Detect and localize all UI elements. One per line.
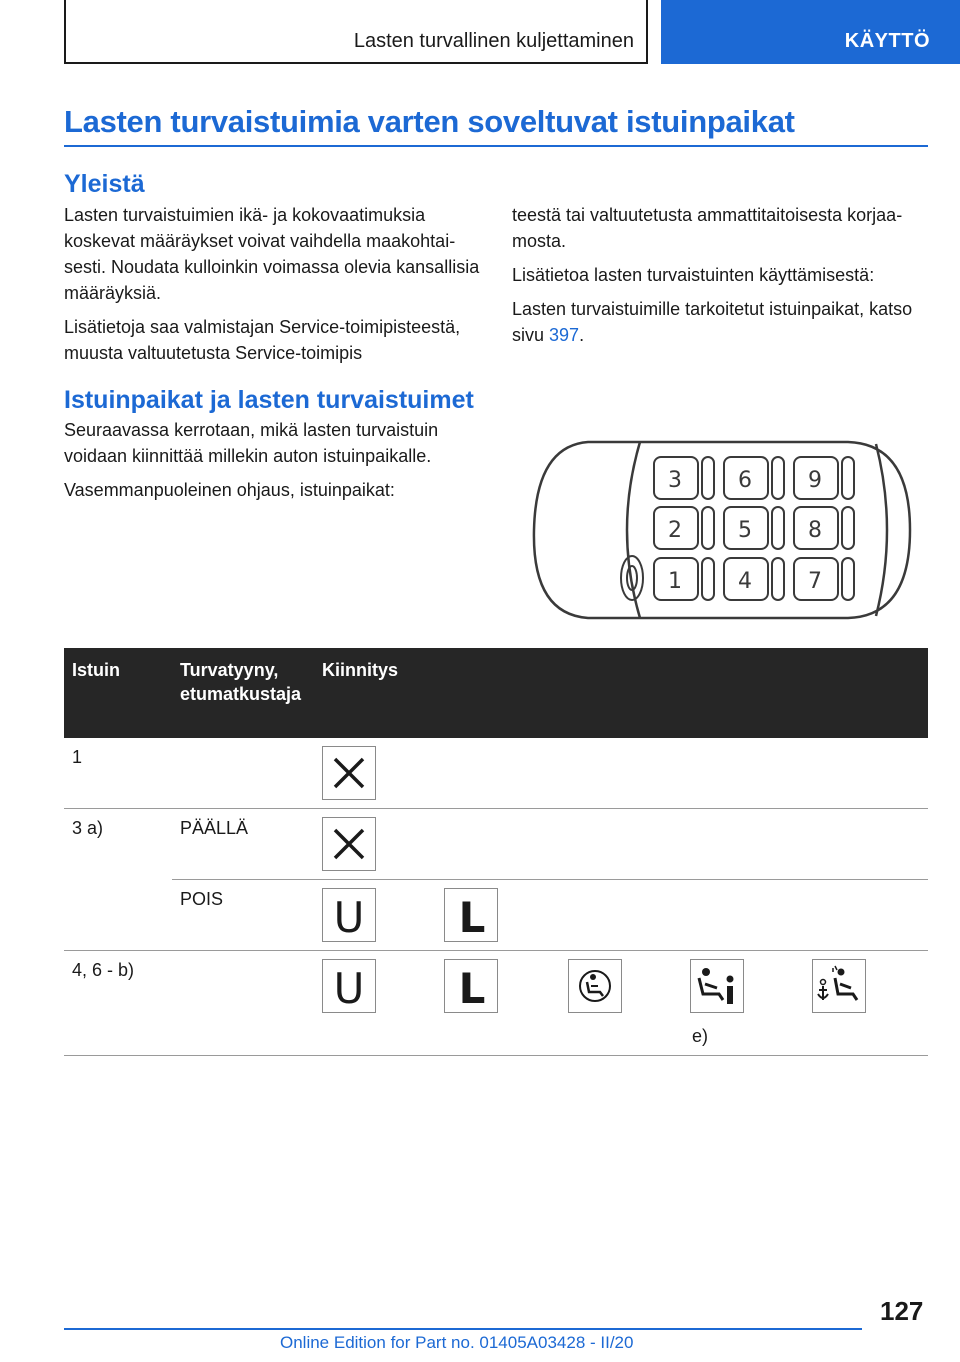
general-left-column (64, 202, 484, 374)
seats-paragraph-1: Seuraavassa kerrotaan, mikä lasten turvaistuin voidaan kiinnittää millekin auton istuinpaikalle. (64, 420, 439, 466)
table-row (64, 809, 928, 880)
seat-number: 7 (808, 569, 822, 594)
svg-text:L: L (458, 964, 486, 1012)
seat-number: 8 (808, 518, 822, 543)
footer-rule (64, 1328, 862, 1330)
x-icon (322, 817, 376, 871)
seat-number: 6 (738, 468, 752, 493)
seat-3 (654, 457, 714, 499)
general-paragraph-3: teestä tai valtuutetusta ammattitaitoisesta korjaamosta. (512, 205, 903, 251)
footer-edition: Online Edition for Part no. 01405A03428 - II/20 (280, 1333, 634, 1352)
seat-5 (724, 507, 784, 549)
reference-end: . (579, 325, 585, 345)
svg-text:U: U (333, 893, 365, 941)
section-tab-label: KÄYTTÖ (844, 30, 930, 52)
row-fixing-cell (682, 951, 804, 1056)
seat-number: 4 (738, 569, 752, 594)
seats-heading: Istuinpaikat ja lasten turvaistuimet (64, 386, 474, 414)
seat-number: 1 (668, 569, 682, 594)
isize-icon (568, 959, 622, 1013)
chapter-title: Lasten turvallinen kuljettaminen (353, 30, 634, 52)
u-icon (322, 888, 376, 942)
row-seat: 4, 6 - b) (64, 951, 172, 1056)
header-chapter-box (64, 0, 648, 64)
page-title: Lasten turvaistuimia varten soveltuvat istuinpaikat (64, 104, 795, 139)
l-icon (444, 888, 498, 942)
reference-text: Lasten turvaistuimille tarkoitetut istuinpaikat, katso sivu (512, 299, 913, 345)
row-fixing-cell (314, 809, 436, 880)
page-number: 127 (880, 1296, 924, 1326)
footnote-marker: e) (692, 1026, 709, 1046)
general-right-column (512, 202, 928, 356)
general-heading: Yleistä (64, 170, 145, 198)
seat-grid (654, 457, 854, 600)
row-seat: 1 (64, 738, 172, 809)
row-fixing-cell (436, 880, 560, 951)
seat-layout-diagram (530, 432, 916, 628)
seat-number: 5 (738, 518, 752, 543)
seat-4 (724, 558, 784, 600)
seat-number: 2 (668, 518, 682, 543)
row-airbag: PÄÄLLÄ (172, 809, 314, 880)
seats-paragraph-2: Vasemmanpuoleinen ohjaus, istuinpaikat: (64, 480, 395, 500)
row-fixing-cell (314, 880, 436, 951)
general-paragraph-1: Lasten turvaistuimien ikä- ja kokovaatimuksia koskevat määräykset voivat vaihdella maakohtaisesti. Noudata kulloinkin voimassa olevia kansallisia määräyksiä. (64, 205, 480, 303)
x-icon (322, 746, 376, 800)
header-fixing: Kiinnitys (314, 648, 928, 738)
general-paragraph-5 (512, 296, 928, 348)
table-row (64, 880, 928, 951)
row-airbag (172, 951, 314, 1056)
seat-number: 9 (808, 468, 822, 493)
row-fixing-cell (314, 951, 436, 1056)
u-icon (322, 959, 376, 1013)
seat-number: 3 (668, 468, 682, 493)
section-tab[interactable] (661, 0, 960, 64)
seat-1 (654, 558, 714, 600)
table-row (64, 951, 928, 1056)
row-fixing-cell (560, 951, 682, 1056)
seats-text-column (64, 417, 484, 511)
seat-8 (794, 507, 854, 549)
anchor-seat-icon (812, 959, 866, 1013)
page-reference-link[interactable]: 397 (549, 325, 580, 345)
table-row (64, 738, 928, 809)
svg-text:L: L (458, 893, 486, 941)
row-airbag (172, 738, 314, 809)
isofix-info-icon (690, 959, 744, 1013)
row-seat: 3 a) (64, 809, 172, 951)
header-airbag: Turvatyyny, etumatkustaja (172, 648, 314, 738)
seat-7 (794, 558, 854, 600)
row-fixing-cell (314, 738, 436, 809)
seat-2 (654, 507, 714, 549)
row-airbag: POIS (172, 880, 314, 951)
l-icon (444, 959, 498, 1013)
general-paragraph-2: Lisätietoja saa valmistajan Service-toimipisteestä, muusta valtuutetusta Service-toimipis (64, 317, 461, 363)
row-fixing-cell (804, 951, 928, 1056)
row-fixing-cell (436, 951, 560, 1056)
general-paragraph-4: Lisätietoa lasten turvaistuinten käyttämisestä: (512, 265, 875, 285)
fixing-table (64, 648, 928, 1056)
seat-9 (794, 457, 854, 499)
table-header-row (64, 648, 928, 738)
header-seat: Istuin (64, 648, 172, 738)
seat-6 (724, 457, 784, 499)
svg-text:U: U (333, 964, 365, 1012)
title-rule (64, 145, 928, 147)
